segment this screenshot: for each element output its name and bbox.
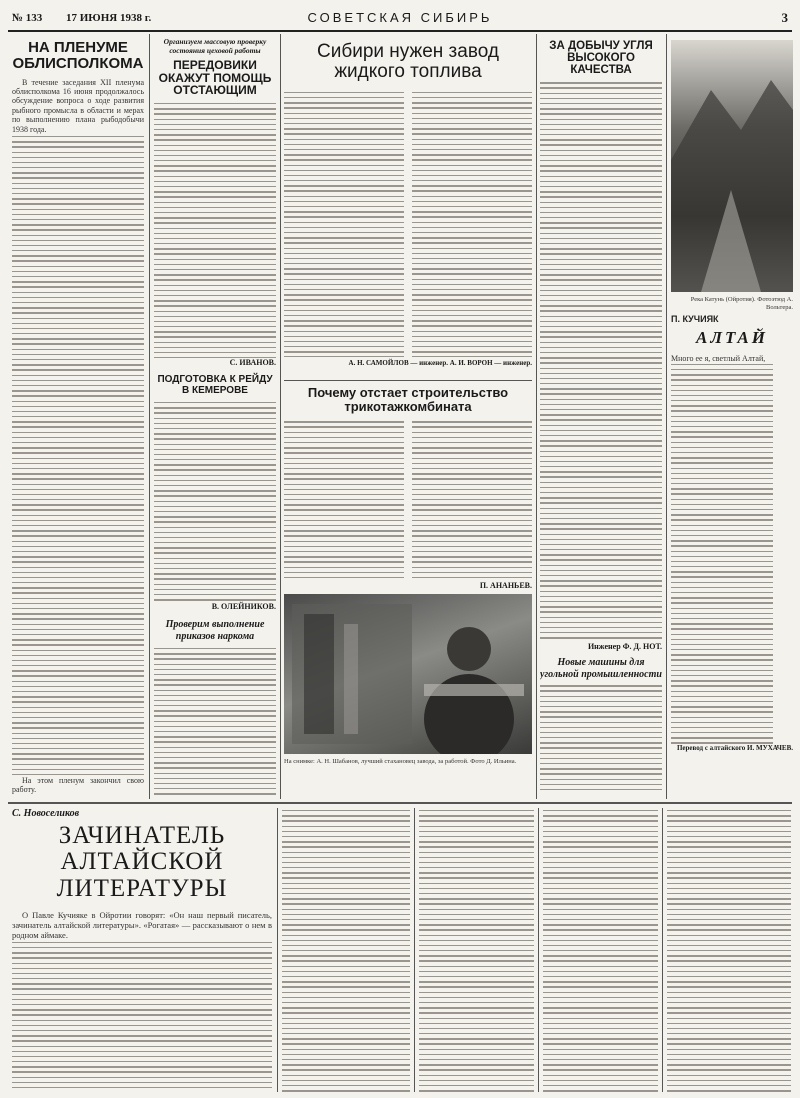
knitwear-article — [284, 384, 532, 589]
feature-author: С. Новоселиков — [12, 808, 80, 819]
feature-column-5 — [667, 810, 791, 1092]
machines-signature: Инженер Ф. Д. НОТ. — [587, 642, 662, 652]
katun-photo-caption: Река Катунь (Ойротия). Фотоэтюд А. Вольтера. — [690, 296, 793, 311]
altai-poem — [671, 314, 793, 798]
plenum-article — [12, 38, 144, 798]
issue-date: 17 ИЮНЯ 1938 г. — [66, 12, 152, 24]
lagging-kicker: Организуем массовую проверку состояния цеховой работы — [163, 38, 267, 55]
factory-photo-caption: На снимке: А. Н. Шабанов, лучший стахановец завода, за работой. Фото Д. Ильина. — [284, 758, 517, 765]
plenum-headline: НА ПЛЕНУМЕ ОБЛИСПОЛКОМА — [12, 39, 144, 72]
page-number: 3 — [781, 10, 788, 25]
fuel-headline: Сибири нужен завод жидкого топлива — [317, 41, 499, 82]
plenum-footer: На этом пленум закончил свою работу. — [12, 775, 144, 795]
coal-headline: ЗА ДОБЫЧУ УГЛЯ ВЫСОКОГО КАЧЕСТВА — [549, 40, 653, 77]
poem-author: П. КУЧИЯК — [671, 314, 719, 324]
poem-title: АЛТАЙ — [696, 328, 768, 347]
literature-feature — [12, 808, 272, 1092]
column-four — [540, 38, 662, 798]
feature-headline: ЗАЧИНАТЕЛЬ АЛТАЙСКОЙ ЛИТЕРАТУРЫ — [56, 822, 228, 902]
fuel-signature: А. Н. САМОЙЛОВ — инженер. А. И. ВОРОН — инженер. — [348, 358, 532, 367]
feature-lead: О Павле Кучияке в Ойротии говорят: «Он наш первый писатель, зачинатель алтайской литературы». «Рогатая» — рассказывают о нем в родном аймаке. — [12, 909, 272, 940]
poem-first-line: Много ее я, светлый Алтай, — [671, 353, 766, 363]
feature-column-3 — [419, 810, 534, 1092]
kemerovo-signature: В. ОЛЕЙНИКОВ. — [211, 602, 276, 612]
katun-river-photo — [671, 40, 793, 292]
lagging-signature: С. ИВАНОВ. — [229, 358, 276, 368]
poem-translator: Перевод с алтайского И. МУХАЧЕВ. — [676, 743, 793, 752]
knitwear-headline: Почему отстает строительство трикотажкомбината — [307, 385, 509, 414]
column-two — [154, 38, 276, 798]
fuel-article — [284, 38, 532, 378]
feature-column-2 — [282, 810, 410, 1092]
newspaper-name: СОВЕТСКАЯ СИБИРЬ — [307, 10, 493, 25]
factory-worker-photo — [284, 594, 532, 754]
knitwear-signature: П. АНАНЬЕВ. — [479, 581, 532, 589]
masthead — [8, 8, 792, 32]
kemerovo-headline: ПОДГОТОВКА К РЕЙДУ В КЕМЕРОВЕ — [157, 374, 273, 396]
lagging-headline: ПЕРЕДОВИКИ ОКАЖУТ ПОМОЩЬ ОТСТАЮЩИМ — [158, 58, 272, 98]
issue-number: № 133 — [12, 12, 43, 24]
narkom-headline: Проверим выполнение приказов наркома — [165, 619, 265, 642]
machines-headline: Новые машины для угольной промышленности — [540, 657, 662, 680]
feature-column-4 — [543, 810, 658, 1092]
plenum-lead: В течение заседания XII пленума облисполкома 16 июня продолжалось обсуждение вопроса о ходе развития рыбного промысла в области и мерах по выполнению плана рыбодобычи 1938 года. — [12, 77, 144, 134]
